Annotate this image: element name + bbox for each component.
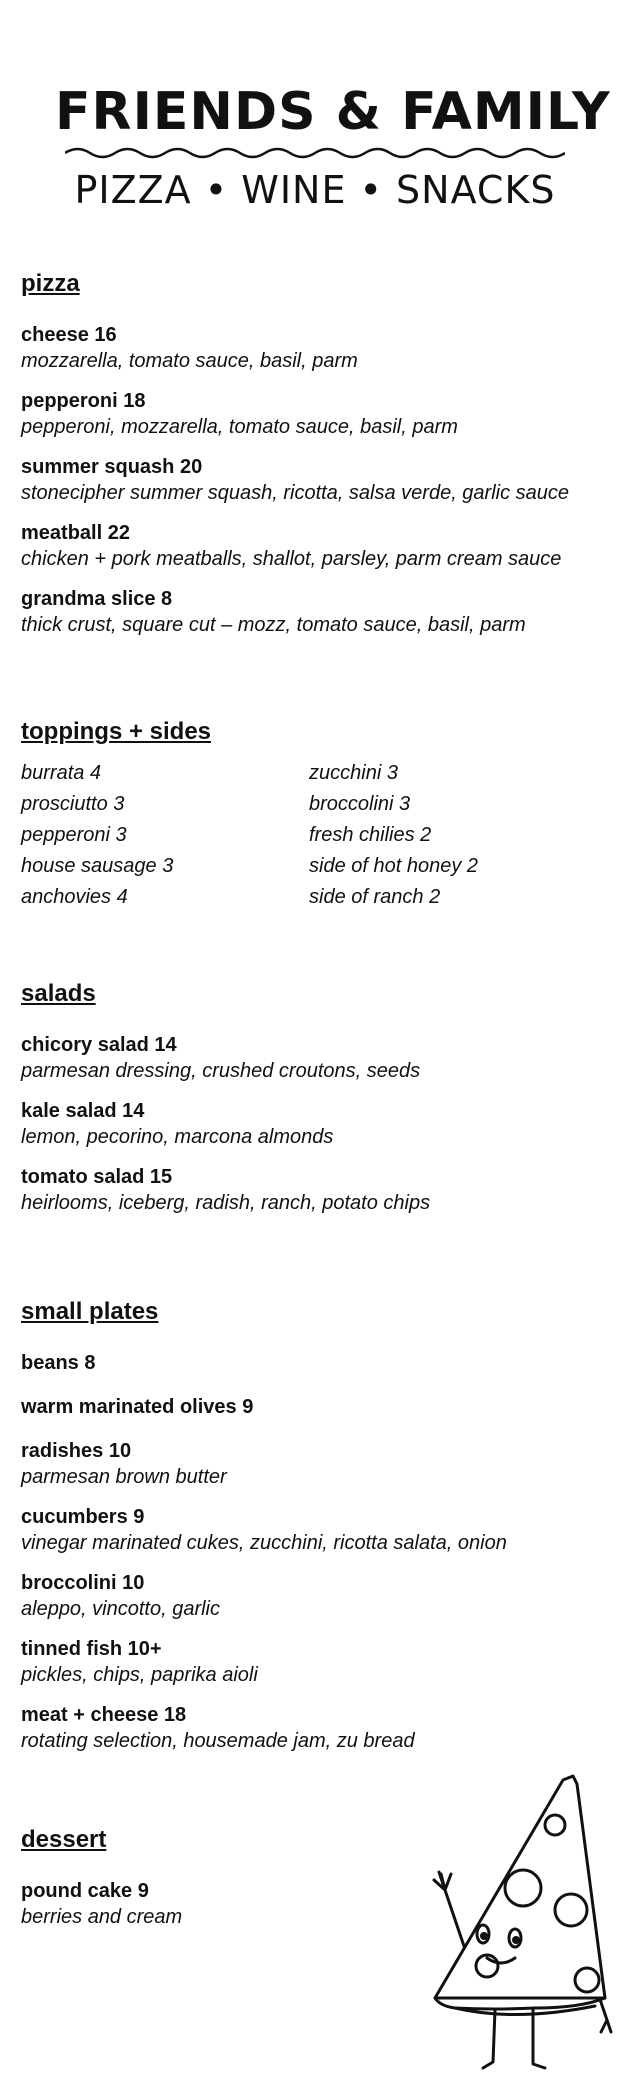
menu-item <box>21 1570 621 1622</box>
item-name: meat + cheese 18 <box>21 1704 187 1726</box>
item-name: grandma slice 8 <box>21 588 173 610</box>
topping-item: zucchini 3 <box>309 762 398 784</box>
section-title-toppings: toppings + sides <box>21 718 212 745</box>
item-name: tinned fish 10+ <box>21 1638 162 1660</box>
menu-item <box>21 1032 621 1084</box>
item-description: mozzarella, tomato sauce, basil, parm <box>21 350 358 372</box>
menu-header <box>55 82 611 212</box>
section-title-pizza: pizza <box>21 270 80 297</box>
item-name: pepperoni 18 <box>21 390 146 412</box>
toppings-grid <box>21 760 621 910</box>
item-description: vinegar marinated cukes, zucchini, ricotta salata, onion <box>21 1532 507 1554</box>
menu-item <box>21 1438 621 1490</box>
menu-item <box>21 322 621 374</box>
menu-item <box>21 1504 621 1556</box>
item-description: lemon, pecorino, marcona almonds <box>21 1126 334 1148</box>
menu-item <box>21 1702 621 1754</box>
topping-item: fresh chilies 2 <box>309 824 432 846</box>
section-salads <box>21 980 621 1230</box>
section-title-salads: salads <box>21 980 96 1007</box>
item-name: beans 8 <box>21 1352 96 1374</box>
section-title-small-plates: small plates <box>21 1298 159 1325</box>
item-name: cheese 16 <box>21 324 117 346</box>
item-description: heirlooms, iceberg, radish, ranch, potato chips <box>21 1192 431 1214</box>
wavy-divider-icon <box>65 144 565 162</box>
menu-item <box>21 1350 621 1376</box>
item-name: tomato salad 15 <box>21 1166 173 1188</box>
item-description: rotating selection, housemade jam, zu bread <box>21 1730 415 1752</box>
section-small-plates <box>21 1298 621 1768</box>
item-description: stonecipher summer squash, ricotta, salsa verde, garlic sauce <box>21 482 570 504</box>
item-name: kale salad 14 <box>21 1100 145 1122</box>
topping-item: side of hot honey 2 <box>309 855 479 877</box>
topping-item: broccolini 3 <box>309 793 411 815</box>
item-description: berries and cream <box>21 1906 183 1928</box>
item-name: meatball 22 <box>21 522 130 544</box>
item-name: warm marinated olives 9 <box>21 1396 254 1418</box>
menu-item <box>21 1164 621 1216</box>
item-name: radishes 10 <box>21 1440 132 1462</box>
menu-item <box>21 1394 621 1420</box>
menu-item <box>21 1636 621 1688</box>
restaurant-subtitle: PIZZA • WINE • SNACKS <box>74 168 556 212</box>
topping-item: anchovies 4 <box>21 886 128 908</box>
topping-item: house sausage 3 <box>21 855 174 877</box>
item-description: thick crust, square cut – mozz, tomato sauce, basil, parm <box>21 614 526 636</box>
menu-item <box>21 454 621 506</box>
item-name: cucumbers 9 <box>21 1506 145 1528</box>
item-name: broccolini 10 <box>21 1572 145 1594</box>
topping-item: prosciutto 3 <box>21 793 125 815</box>
item-description: chicken + pork meatballs, shallot, parsley, parm cream sauce <box>21 548 562 570</box>
menu-item <box>21 1098 621 1150</box>
item-description: parmesan dressing, crushed croutons, seeds <box>21 1060 421 1082</box>
restaurant-title: FRIENDS & FAMILY <box>55 82 611 142</box>
topping-item: pepperoni 3 <box>21 824 127 846</box>
section-toppings <box>21 718 621 910</box>
item-description: pickles, chips, paprika aioli <box>21 1664 258 1686</box>
item-name: chicory salad 14 <box>21 1034 177 1056</box>
item-description: aleppo, vincotto, garlic <box>21 1598 221 1620</box>
item-name: summer squash 20 <box>21 456 203 478</box>
topping-item: side of ranch 2 <box>309 886 441 908</box>
item-description: pepperoni, mozzarella, tomato sauce, basil, parm <box>21 416 458 438</box>
menu-item <box>21 520 621 572</box>
section-pizza <box>21 270 621 652</box>
pizza-slice-mascot-icon <box>415 1770 615 2080</box>
item-description: parmesan brown butter <box>21 1466 227 1488</box>
item-name: pound cake 9 <box>21 1880 149 1902</box>
menu-item <box>21 586 621 638</box>
menu-item <box>21 388 621 440</box>
section-title-dessert: dessert <box>21 1826 107 1853</box>
topping-item: burrata 4 <box>21 762 102 784</box>
